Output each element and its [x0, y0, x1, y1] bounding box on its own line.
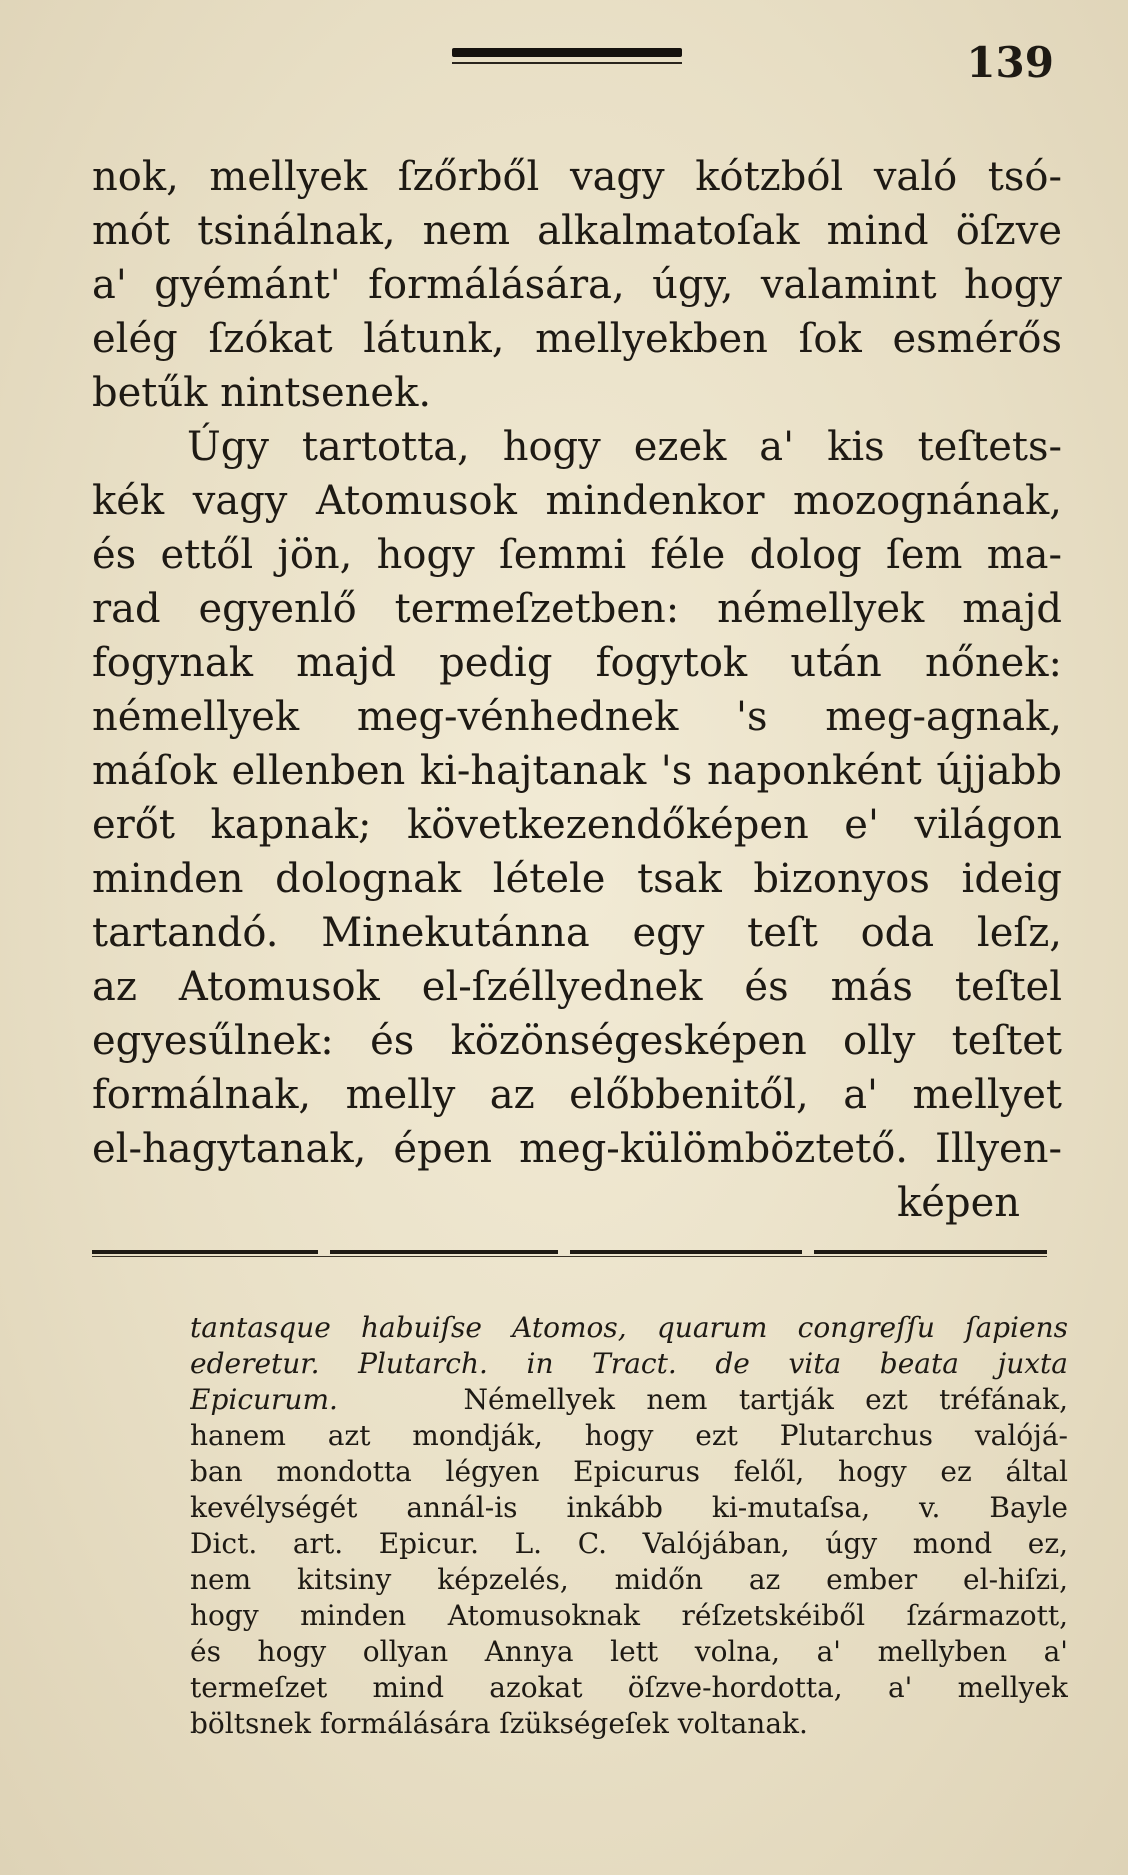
text-line: kék vagy Atomusok mindenkor mozognának, [92, 478, 1062, 524]
text-line: némellyek meg-vénhednek 's meg-agnak, [92, 694, 1062, 740]
catchword: képen [897, 1180, 1020, 1226]
footnote-line: kevélységét annál-is inkább ki-mutaſsa, v. Bayle [190, 1491, 1068, 1524]
footnote-line: hogy minden Atomusoknak réſzetskéiből ſzármazott, [190, 1599, 1068, 1632]
footnote-line: és hogy ollyan Annya lett volna, a' mellyben a' [190, 1635, 1068, 1668]
text-line: elég ſzókat látunk, mellyekben ſok esmérős [92, 316, 1062, 362]
text-line: el-hagytanak, épen meg-külömböztető. Illyen- [92, 1126, 1062, 1172]
footnote-line: ban mondotta légyen Epicurus felől, hogy ez által [190, 1455, 1068, 1488]
text-line: minden dolognak létele tsak bizonyos ideig [92, 856, 1062, 902]
footnote-citation-end: Epicurum. [190, 1383, 338, 1416]
text-line: egyesűlnek: és közönségesképen olly teſtet [92, 1018, 1062, 1064]
text-line: formálnak, melly az előbbenitől, a' mellyet [92, 1072, 1062, 1118]
text-line: erőt kapnak; következendőképen e' világon [92, 802, 1062, 848]
footnote-line: nem kitsiny képzelés, midőn az ember el-hiſzi, [190, 1563, 1068, 1596]
text-line: az Atomusok el-ſzéllyednek és más teſtel [92, 964, 1062, 1010]
footnote-block [190, 1310, 1068, 1742]
footnote-line: ederetur. Plutarch. in Tract. de vita beata juxta [190, 1347, 1068, 1380]
text-line: tartandó. Minekutánna egy teſt oda leſz, [92, 910, 1062, 956]
text-line: a' gyémánt' formálására, úgy, valamint hogy [92, 262, 1062, 308]
footnote-line: termeſzet mind azokat öſzve-hordotta, a' mellyek [190, 1671, 1068, 1704]
footnote-separator [92, 1246, 1047, 1260]
text-line: mót tsinálnak, nem alkalmatoſak mind öſzve [92, 208, 1062, 254]
text-line: fogynak majd pedig fogytok után nőnek: [92, 640, 1062, 686]
text-line: és ettől jön, hogy ſemmi féle dolog ſem ma- [92, 532, 1062, 578]
page-number: 139 [966, 38, 1054, 87]
footnote-line: hanem azt mondják, hogy ezt Plutarchus valójá- [190, 1419, 1068, 1452]
footnote-line-mixed [190, 1382, 1068, 1418]
text-line: Úgy tartotta, hogy ezek a' kis teſtets- [187, 424, 1062, 470]
footnote-text-start: Némellyek nem tartják ezt tréfának, [463, 1383, 1068, 1416]
main-text-block [92, 150, 1062, 1230]
footnote-line: tantasque habuiſse Atomos, quarum congreſſu ſapiens [190, 1311, 1068, 1344]
text-line: máſok ellenben ki-hajtanak 's naponként újjabb [92, 748, 1062, 794]
text-line: rad egyenlő termeſzetben: némellyek majd [92, 586, 1062, 632]
header-rule-thin [452, 62, 682, 64]
footnote-line: böltsnek formálására ſzükségeſek voltanak. [190, 1707, 808, 1740]
footnote-line: Dict. art. Epicur. L. C. Valójában, úgy mond ez, [190, 1527, 1068, 1560]
text-line: nok, mellyek ſzőrből vagy kótzból való tsó- [92, 154, 1062, 200]
text-line: betűk nintsenek. [92, 370, 432, 416]
header-rule [452, 48, 682, 57]
